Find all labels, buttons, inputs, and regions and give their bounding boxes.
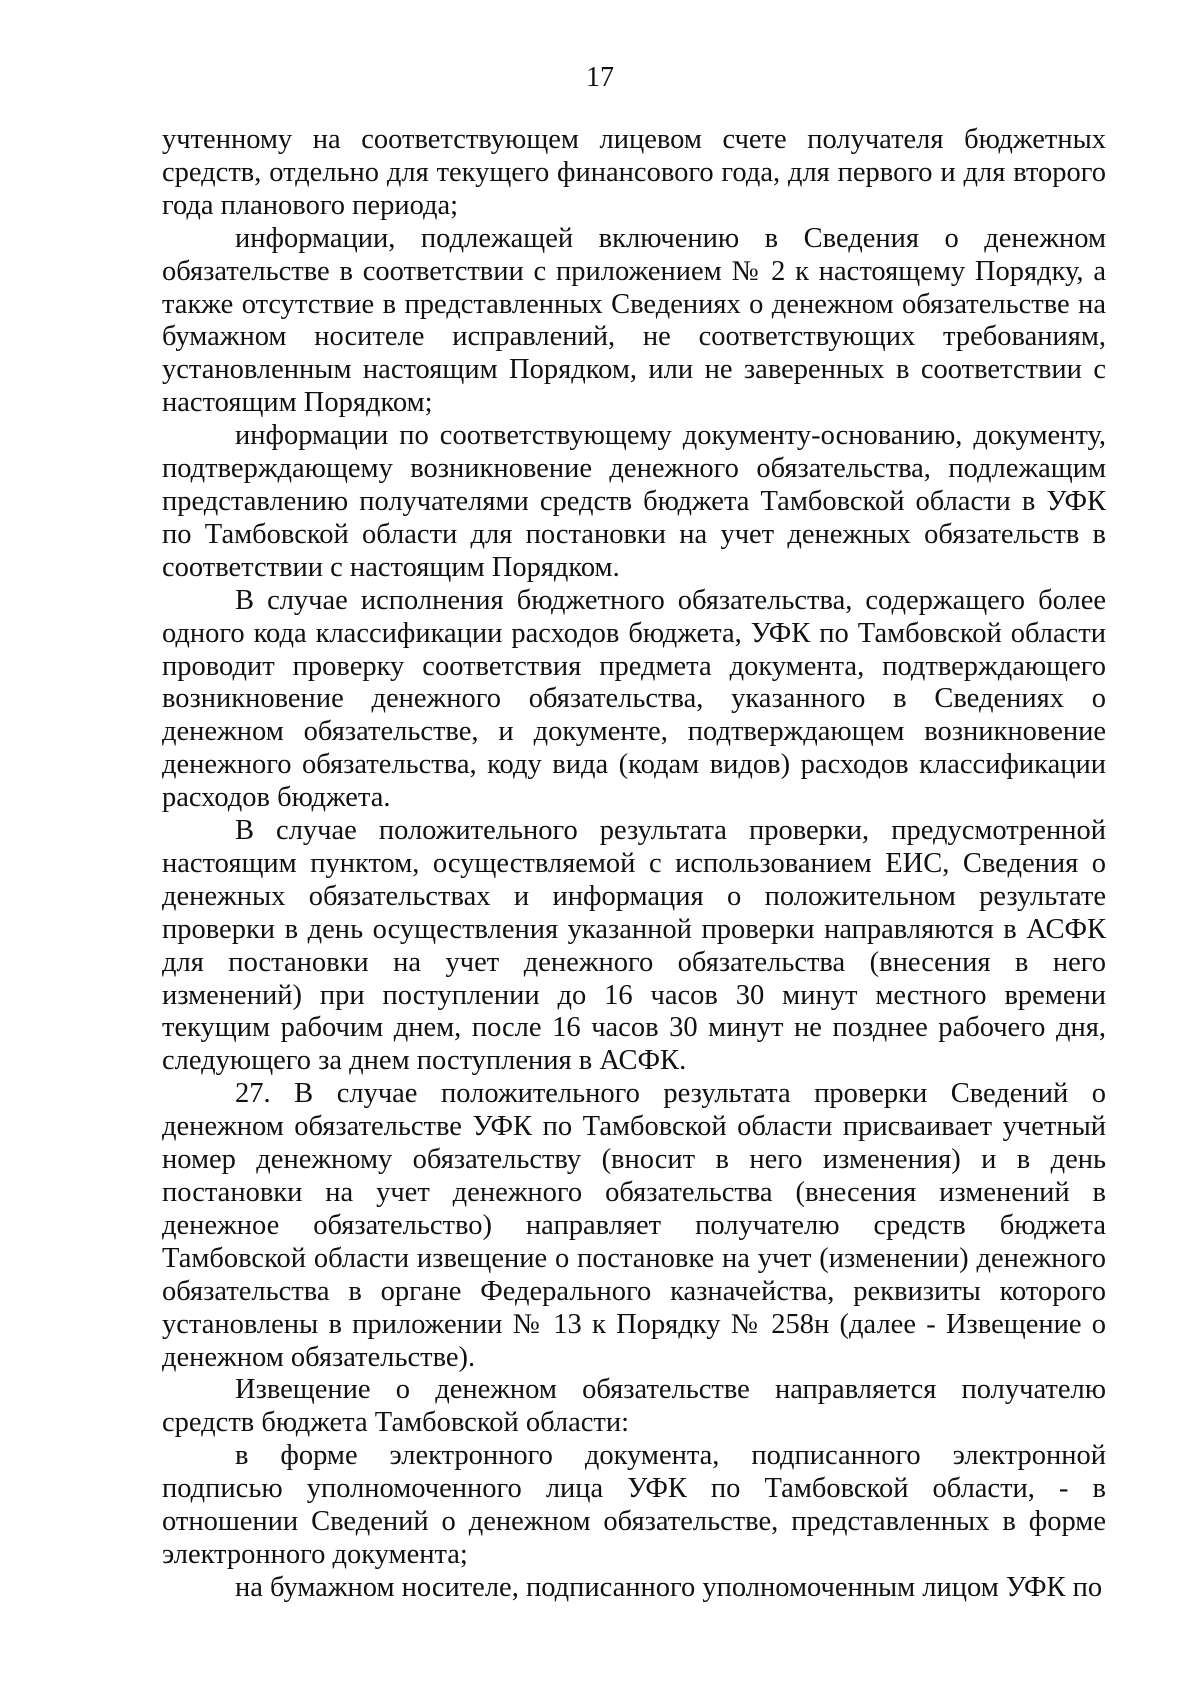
page-number: 17 [586, 62, 614, 93]
paragraph-1: учтенному на соответствующем лицевом счете получателя бюджетных средств, отдельно для текущего финансового года, для первого и для второго года планового периода; [162, 124, 1106, 221]
paragraph-2: информации, подлежащей включению в Сведения о денежном обязательстве в соответствии с приложением № 2 к настоящему Порядку, а также отсутствие в представленных Сведениях о денежном обязательстве на бумажном носителе исправлений, не соответствующих требованиям, установленным настоящим Порядком, или не заверенных в соответствии с настоящим Порядком; [162, 222, 1106, 419]
paragraph-7: Извещение о денежном обязательстве направляется получателю средств бюджета Тамбовской области: [162, 1374, 1106, 1439]
paragraph-4: В случае исполнения бюджетного обязательства, содержащего более одного кода классификации расходов бюджета, УФК по Тамбовской области проводит проверку соответствия предмета документа, подтверждающего возникновение денежного обязательства, указанного в Сведениях о денежном обязательстве, и документе, подтверждающем возникновение денежного обязательства, коду вида (кодам видов) расходов классификации расходов бюджета. [162, 584, 1106, 814]
document-body [162, 124, 1106, 1605]
paragraph-8: в форме электронного документа, подписанного электронной подписью уполномоченного лица УФК по Тамбовской области, - в отношении Сведений о денежном обязательстве, представленных в форме электронного документа; [162, 1440, 1106, 1570]
paragraph-9: на бумажном носителе, подписанного уполномоченным лицом УФК по [235, 1571, 1103, 1603]
paragraph-6: 27. В случае положительного результата проверки Сведений о денежном обязательстве УФК по Тамбовской области присваивает учетный номер денежному обязательству (вносит в него изменения) и в день постановки на учет денежного обязательства (внесения изменений в денежное обязательство) направляет получателю средств бюджета Тамбовской области извещение о постановке на учет (изменении) денежного обязательства в органе Федерального казначейства, реквизиты которого установлены в приложении № 13 к Порядку № 258н (далее - Извещение о денежном обязательстве). [162, 1078, 1106, 1373]
paragraph-5: В случае положительного результата проверки, предусмотренной настоящим пунктом, осуществляемой с использованием ЕИС, Сведения о денежных обязательствах и информация о положительном результате проверки в день осуществления указанной проверки направляются в АСФК для постановки на учет денежного обязательства (внесения в него изменений) при поступлении до 16 часов 30 минут местного времени текущим рабочим днем, после 16 часов 30 минут не позднее рабочего дня, следующего за днем поступления в АСФК. [162, 815, 1106, 1077]
paragraph-3: информации по соответствующему документу-основанию, документу, подтверждающему возникновение денежного обязательства, подлежащим представлению получателями средств бюджета Тамбовской области в УФК по Тамбовской области для постановки на учет денежных обязательств в соответствии с настоящим Порядком. [162, 420, 1106, 583]
